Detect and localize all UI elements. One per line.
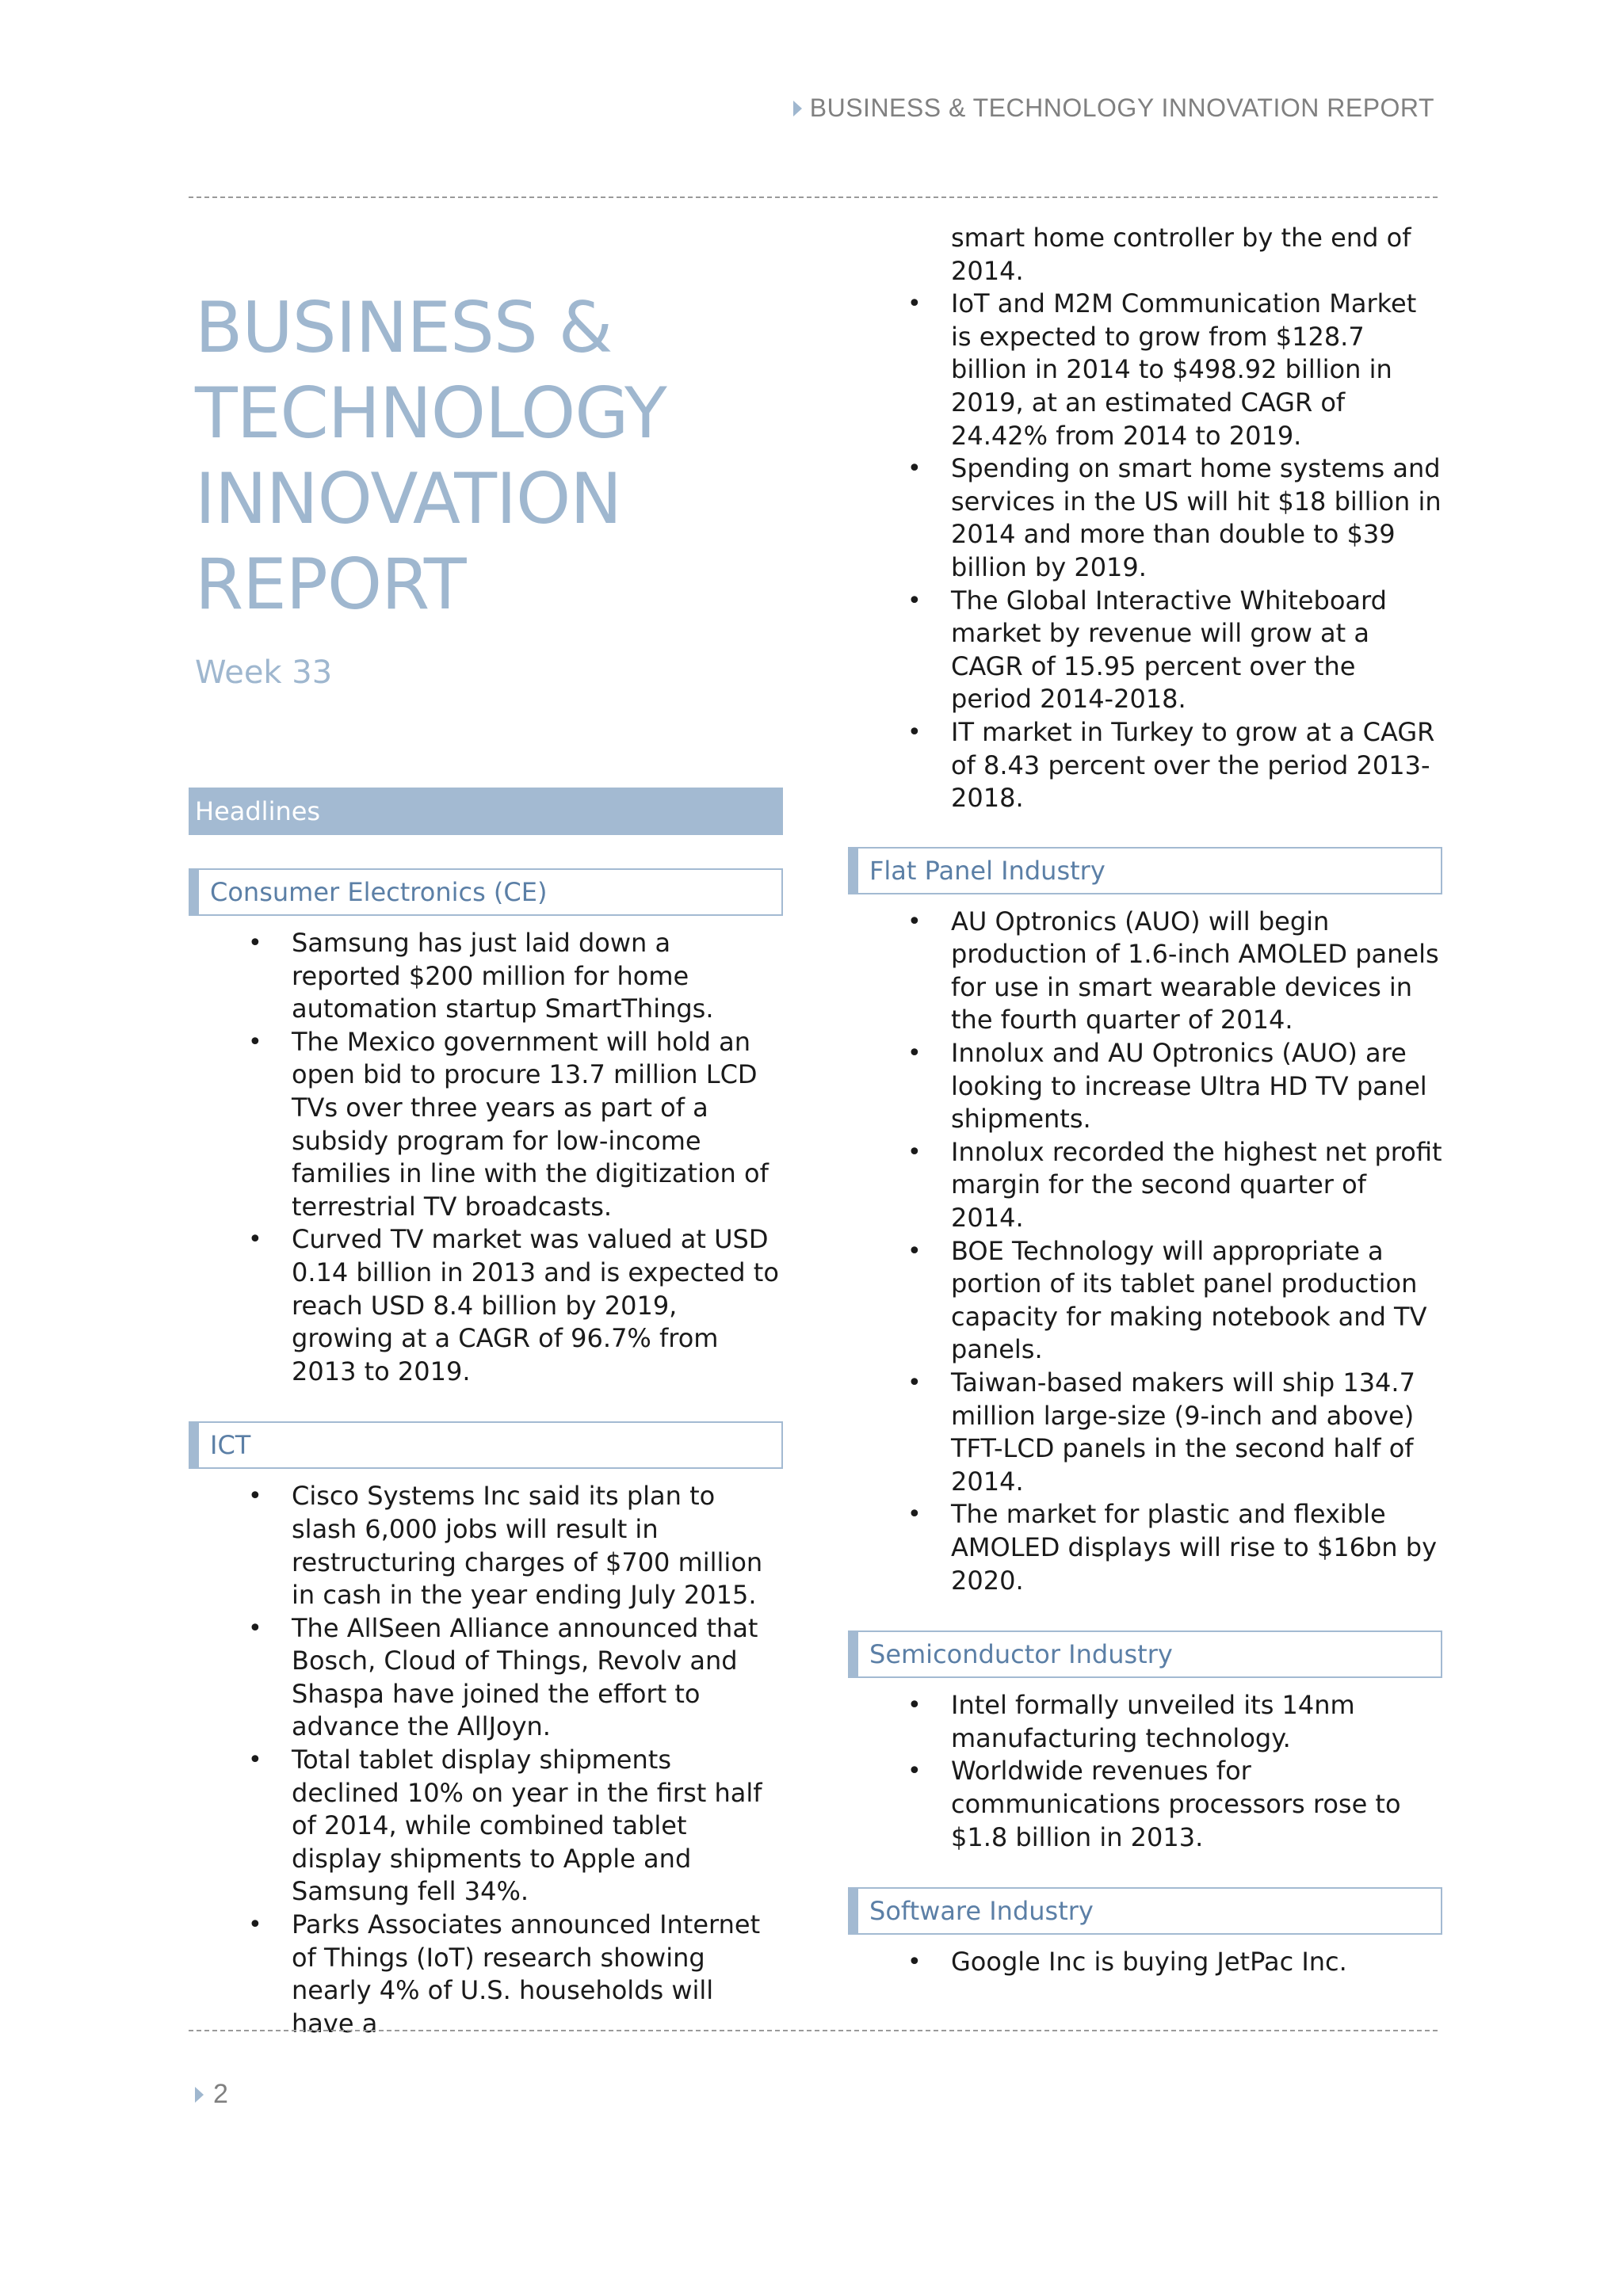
ict-list: [189, 1480, 783, 2040]
semiconductor-list: [848, 1689, 1442, 1854]
page-number-value: 2: [213, 2079, 228, 2109]
bottom-divider: [189, 2030, 1438, 2031]
list-item: • Parks Associates announced Internet of Things (IoT) research showing nearly 4% of U.S. households will have a: [292, 1909, 783, 2040]
list-item: • BOE Technology will appropriate a portion of its tablet panel production capacity for making notebook and TV panels.: [951, 1235, 1442, 1367]
list-item: • Total tablet display shipments declined 10% on year in the first half of 2014, while combined tablet display shipments to Apple and Samsung fell 34%.: [292, 1744, 783, 1909]
triangle-right-icon: [793, 101, 802, 116]
top-divider: [189, 196, 1438, 198]
left-column: [189, 285, 783, 2040]
report-title-line: REPORT: [195, 543, 466, 625]
ict-continuation: smart home controller by the end of 2014.: [951, 223, 1411, 286]
list-item: • AU Optronics (AUO) will begin production of 1.6-inch AMOLED panels for use in smart wearable devices in the fourth quarter of 2014.: [951, 906, 1442, 1037]
list-item: • Worldwide revenues for communications processors rose to $1.8 billion in 2013.: [951, 1755, 1442, 1854]
list-item: • IT market in Turkey to grow at a CAGR of 8.43 percent over the period 2013-2018.: [951, 716, 1442, 815]
list-item: • The Global Interactive Whiteboard market by revenue will grow at a CAGR of 15.95 percent over the period 2014-2018.: [951, 585, 1442, 716]
ce-list: [189, 927, 783, 1388]
section-heading-ce: Consumer Electronics (CE): [189, 868, 783, 916]
running-header: [793, 93, 1434, 123]
ict-list-continued: [848, 288, 1442, 815]
right-column: [848, 222, 1442, 1979]
section-heading-ict: ICT: [189, 1421, 783, 1469]
report-title-line: BUSINESS &: [195, 287, 613, 368]
list-item: • Curved TV market was valued at USD 0.14 billion in 2013 and is expected to reach USD 8.4 billion by 2019, growing at a CAGR of 96.7% from 2013 to 2019.: [292, 1223, 783, 1388]
list-item: • The market for plastic and flexible AMOLED displays will rise to $16bn by 2020.: [951, 1498, 1442, 1597]
list-item: • The AllSeen Alliance announced that Bosch, Cloud of Things, Revolv and Shaspa have joined the effort to advance the AllJoyn.: [292, 1612, 783, 1744]
list-item: • Cisco Systems Inc said its plan to slash 6,000 jobs will result in restructuring charges of $700 million in cash in the year ending July 2015.: [292, 1480, 783, 1611]
list-item: • Intel formally unveiled its 14nm manufacturing technology.: [951, 1689, 1442, 1755]
list-item: • IoT and M2M Communication Market is expected to grow from $128.7 billion in 2014 to $498.92 billion in 2019, at an estimated CAGR of 24.42% from 2014 to 2019.: [951, 288, 1442, 452]
report-title: [195, 285, 783, 627]
list-item: • Innolux recorded the highest net profit margin for the second quarter of 2014.: [951, 1136, 1442, 1235]
list-item: • Taiwan-based makers will ship 134.7 million large-size (9-inch and above) TFT-LCD panels in the second half of 2014.: [951, 1367, 1442, 1498]
list-item: • Innolux and AU Optronics (AUO) are looking to increase Ultra HD TV panel shipments.: [951, 1037, 1442, 1136]
week-label: Week 33: [195, 654, 333, 691]
flat-panel-list: [848, 906, 1442, 1597]
running-header-title: BUSINESS & TECHNOLOGY INNOVATION REPORT: [809, 93, 1434, 122]
section-heading-semiconductor: Semiconductor Industry: [848, 1630, 1442, 1678]
section-heading-flat-panel: Flat Panel Industry: [848, 847, 1442, 894]
list-item: • Samsung has just laid down a reported $200 million for home automation startup SmartThings.: [292, 927, 783, 1026]
triangle-right-icon: [195, 2087, 204, 2103]
headlines-bar: Headlines: [189, 788, 783, 835]
list-item: • The Mexico government will hold an open bid to procure 13.7 million LCD TVs over three years as part of a subsidy program for low-income families in line with the digitization of terrestrial TV broadcasts.: [292, 1026, 783, 1224]
list-item: • Spending on smart home systems and services in the US will hit $18 billion in 2014 and more than double to $39 billion by 2019.: [951, 452, 1442, 584]
report-title-line: TECHNOLOGY: [195, 372, 666, 454]
page-number: [195, 2079, 228, 2110]
section-heading-software: Software Industry: [848, 1887, 1442, 1935]
report-title-line: INNOVATION: [195, 458, 622, 540]
list-item: • Google Inc is buying JetPac Inc.: [951, 1946, 1442, 1979]
software-list: [848, 1946, 1442, 1979]
